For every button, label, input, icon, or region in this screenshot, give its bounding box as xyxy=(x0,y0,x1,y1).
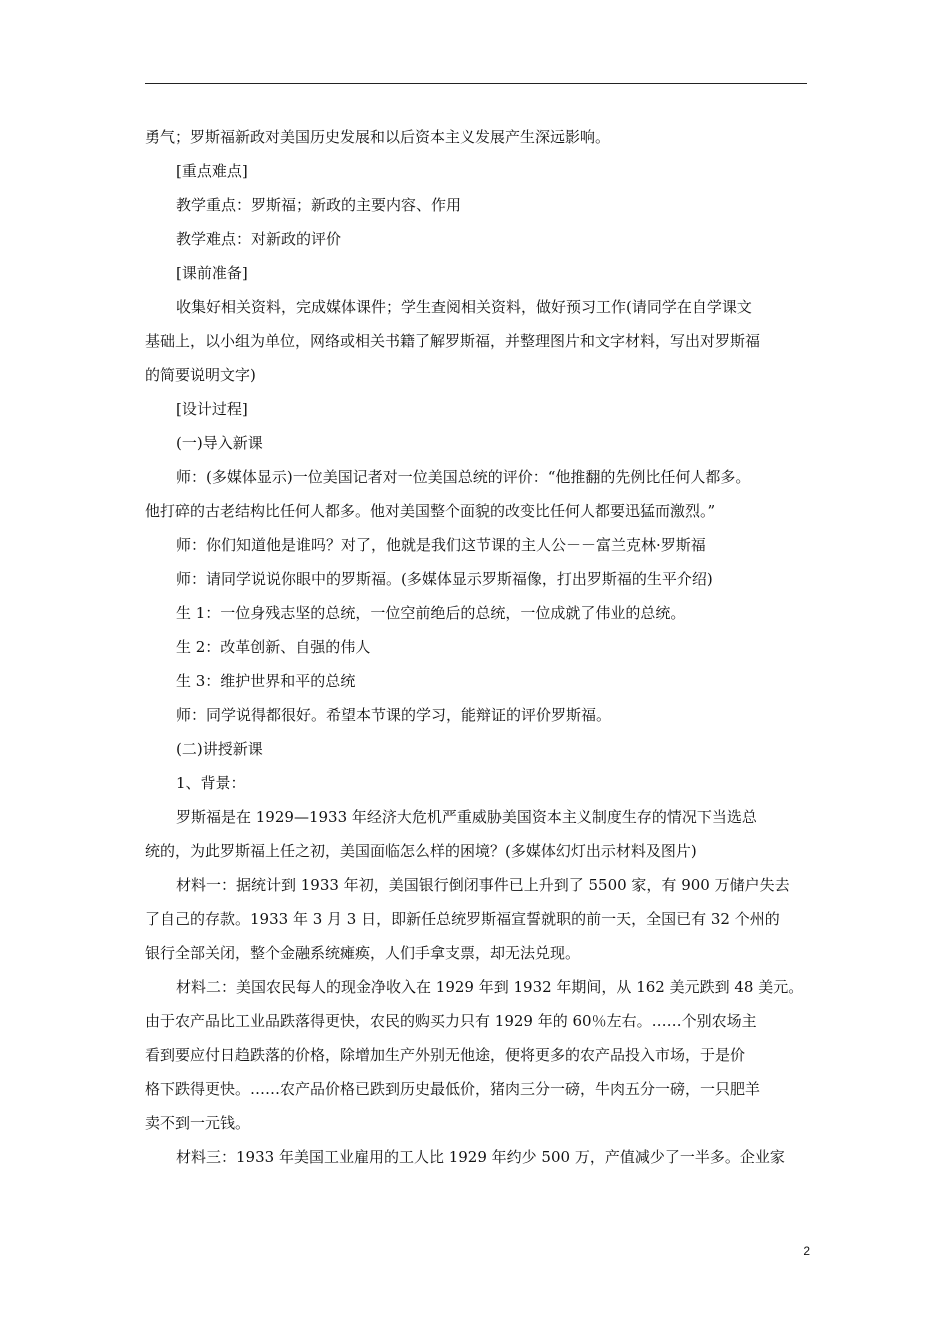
text-line: 的简要说明文字) xyxy=(145,366,256,384)
text-line: 由于农产品比工业品跌落得更快，农民的购买力只有 1929 年的 60％左右。……个别农场主 xyxy=(145,1012,757,1030)
text-line: 材料三：1933 年美国工业雇用的工人比 1929 年约少 500 万，产值减少了一半多。企业家 xyxy=(176,1148,785,1166)
text-line: 看到要应付日趋跌落的价格，除增加生产外别无他途，便将更多的农产品投入市场，于是价 xyxy=(145,1046,746,1064)
text-line: 师：你们知道他是谁吗？对了，他就是我们这节课的主人公－－富兰克林·罗斯福 xyxy=(176,536,706,554)
text-line: 材料一：据统计到 1933 年初，美国银行倒闭事件已上升到了 5500 家，有 900 万储户失去 xyxy=(176,876,790,894)
text-line: 师：请同学说说你眼中的罗斯福。(多媒体显示罗斯福像，打出罗斯福的生平介绍) xyxy=(176,570,713,588)
text-line: 基础上，以小组为单位，网络或相关书籍了解罗斯福，并整理图片和文字材料，写出对罗斯福 xyxy=(145,332,761,350)
section-heading-preparation: [课前准备] xyxy=(176,264,248,282)
text-line: 教学难点：对新政的评价 xyxy=(176,230,342,248)
subsection-heading-background: 1、背景： xyxy=(176,774,246,792)
text-line: 银行全部关闭，整个金融系统瘫痪，人们手拿支票，却无法兑现。 xyxy=(145,944,581,962)
subsection-heading-new-lesson: (二)讲授新课 xyxy=(176,740,263,758)
text-line: 材料二：美国农民每人的现金净收入在 1929 年到 1932 年期间，从 162 美元跌到 48 美元。 xyxy=(176,978,804,996)
text-line: 生 1：一位身残志坚的总统，一位空前绝后的总统，一位成就了伟业的总统。 xyxy=(176,604,686,622)
page-number: 2 xyxy=(803,1244,810,1258)
text-line: 师：同学说得都很好。希望本节课的学习，能辩证的评价罗斯福。 xyxy=(176,706,612,724)
text-line: 他打碎的古老结构比任何人都多。他对美国整个面貌的改变比任何人都要迅猛而激烈。” xyxy=(145,502,716,520)
text-line: 收集好相关资料，完成媒体课件；学生查阅相关资料，做好预习工作(请同学在自学课文 xyxy=(176,298,752,316)
text-line: 教学重点：罗斯福；新政的主要内容、作用 xyxy=(176,196,462,214)
text-line: 统的，为此罗斯福上任之初，美国面临怎么样的困境？(多媒体幻灯出示材料及图片) xyxy=(145,842,697,860)
text-line: 生 2：改革创新、自强的伟人 xyxy=(176,638,371,656)
text-line: 罗斯福是在 1929—1933 年经济大危机严重威胁美国资本主义制度生存的情况下当选总 xyxy=(176,808,757,826)
text-line: 格下跌得更快。……农产品价格已跌到历史最低价，猪肉三分一磅，牛肉五分一磅，一只肥羊 xyxy=(145,1080,761,1098)
text-line: 了自己的存款。1933 年 3 月 3 日，即新任总统罗斯福宣誓就职的前一天，全国已有 32 个州的 xyxy=(145,910,780,928)
text-line: 勇气；罗斯福新政对美国历史发展和以后资本主义发展产生深远影响。 xyxy=(145,128,611,146)
section-heading-key-points: [重点难点] xyxy=(176,162,248,180)
text-line: 卖不到一元钱。 xyxy=(145,1114,251,1132)
section-heading-design-process: [设计过程] xyxy=(176,400,248,418)
subsection-heading-introduction: (一)导入新课 xyxy=(176,434,263,452)
text-line: 师：(多媒体显示)一位美国记者对一位美国总统的评价：“他推翻的先例比任何人都多。 xyxy=(176,468,751,486)
header-rule xyxy=(145,83,807,84)
document-body xyxy=(145,120,807,1174)
text-line: 生 3：维护世界和平的总统 xyxy=(176,672,356,690)
